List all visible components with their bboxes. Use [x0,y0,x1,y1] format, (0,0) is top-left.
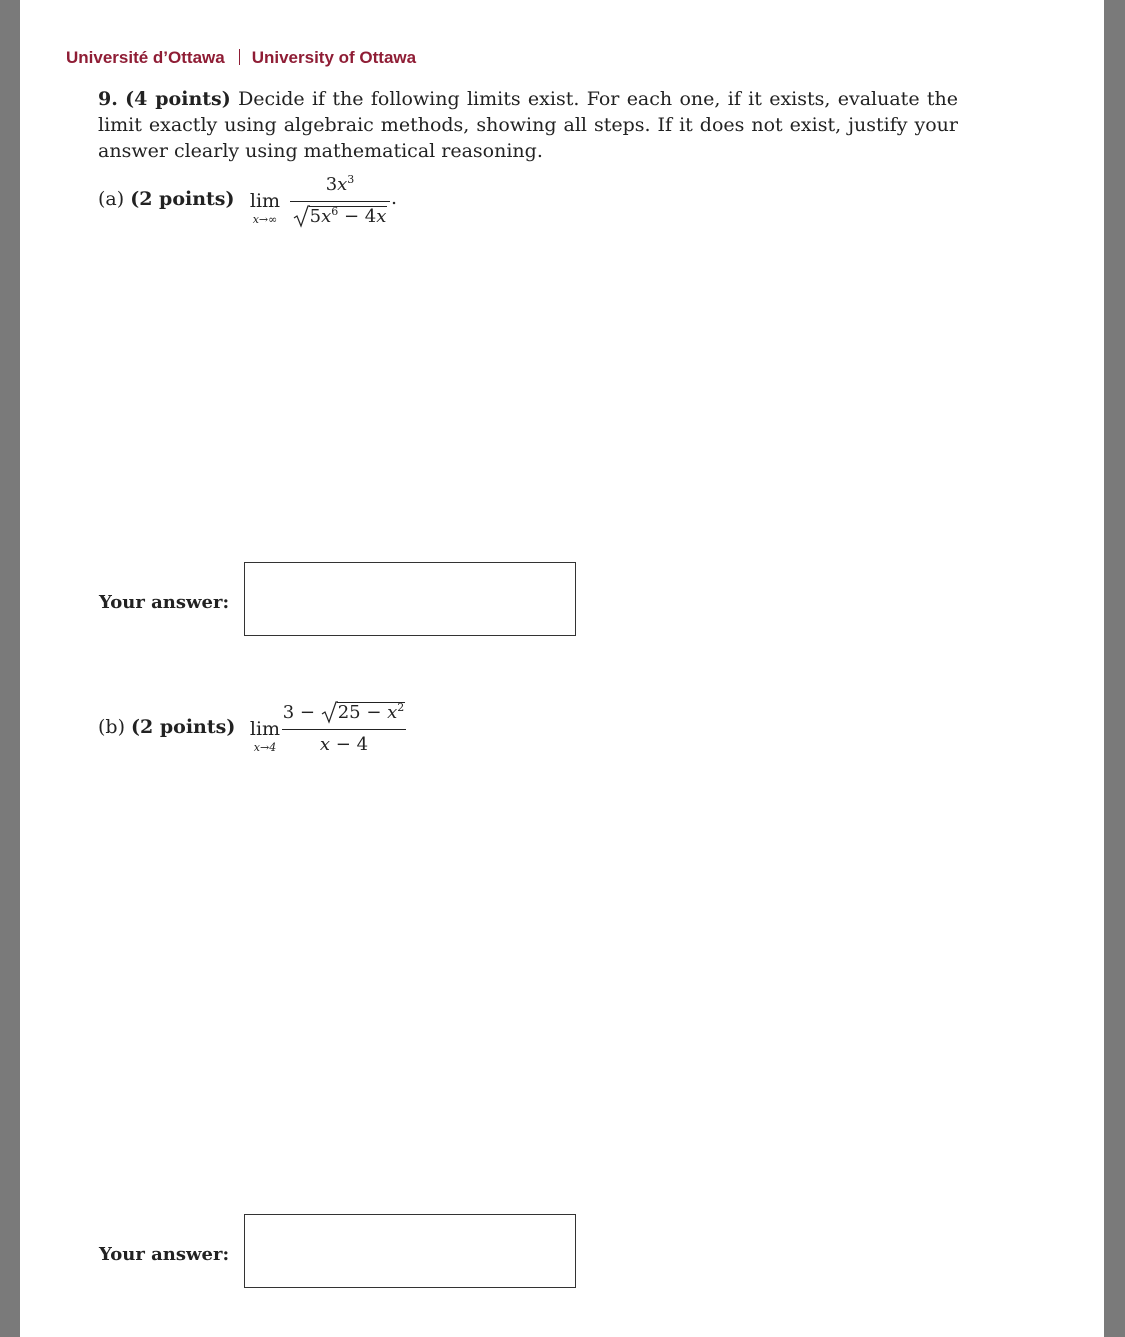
question-points: (4 points) [125,88,231,110]
part-a-sqrt [293,206,388,227]
part-a-lim: lim [249,190,281,212]
part-a-num-exp: 3 [347,173,355,186]
question-number: 9. [98,88,118,110]
part-b-label [98,716,235,738]
part-a-denominator [290,206,390,227]
part-a-answer-box[interactable] [244,562,576,636]
part-a-letter: (a) [98,188,125,210]
sqrt-symbol-icon [293,205,310,229]
part-b-letter: (b) [98,716,125,738]
part-a-points: (2 points) [130,188,235,210]
part-b-den-rest: − 4 [330,734,369,755]
part-a-numerator [290,174,390,195]
part-b-numerator [282,702,406,723]
part-b-answer-box[interactable] [244,1214,576,1288]
part-b-rad-exp: 2 [397,701,405,714]
part-a-num-coef: 3 [325,174,338,195]
header-separator [239,49,240,65]
part-a-den-var2: x [376,206,387,227]
part-b-den-var: x [319,734,331,755]
part-a-den-minus: − 4 [338,206,377,227]
part-b-rad-var: x [387,702,398,723]
part-a-limit-operator [244,190,286,226]
question-9 [98,86,958,164]
part-a-fraction-bar [290,201,390,202]
part-a-answer-label: Your answer: [99,592,230,613]
part-a-period: . [391,187,398,209]
part-b-points: (2 points) [131,716,236,738]
university-name-english: University of Ottawa [251,48,417,67]
part-b-lim: lim [249,718,281,740]
part-a-den-coef: 5 [309,206,322,227]
part-b-fraction-bar [282,729,406,730]
part-b-fraction [282,700,406,760]
question-text: Decide if the following limits exist. For each one, if it exists, evaluate the limit exactly using algebraic methods, showing all steps. If it does not exist, justify your answer clearly using mathematical reasoning. [98,88,958,162]
university-header [66,48,416,68]
exam-page [20,0,1104,1337]
part-b-num-const: 3 − [282,702,321,723]
part-a-den-var: x [321,206,332,227]
part-b-lim-subscript: x→4 [253,741,277,754]
part-a-radicand [309,206,388,227]
part-b-answer-label: Your answer: [99,1244,230,1265]
part-b-rad-const: 25 − [337,702,388,723]
university-name-french: Université d’Ottawa [66,48,225,67]
part-b-denominator [282,734,406,755]
part-b-sqrt [321,702,406,723]
part-a-num-var: x [337,174,348,195]
part-b-radicand [337,702,406,723]
part-b-limit-operator [244,718,286,754]
part-a-label [98,188,234,210]
part-a-lim-subscript: x→∞ [252,213,278,226]
part-a-fraction [290,172,390,234]
part-a-den-exp: 6 [331,205,339,218]
sqrt-symbol-icon [321,701,338,725]
